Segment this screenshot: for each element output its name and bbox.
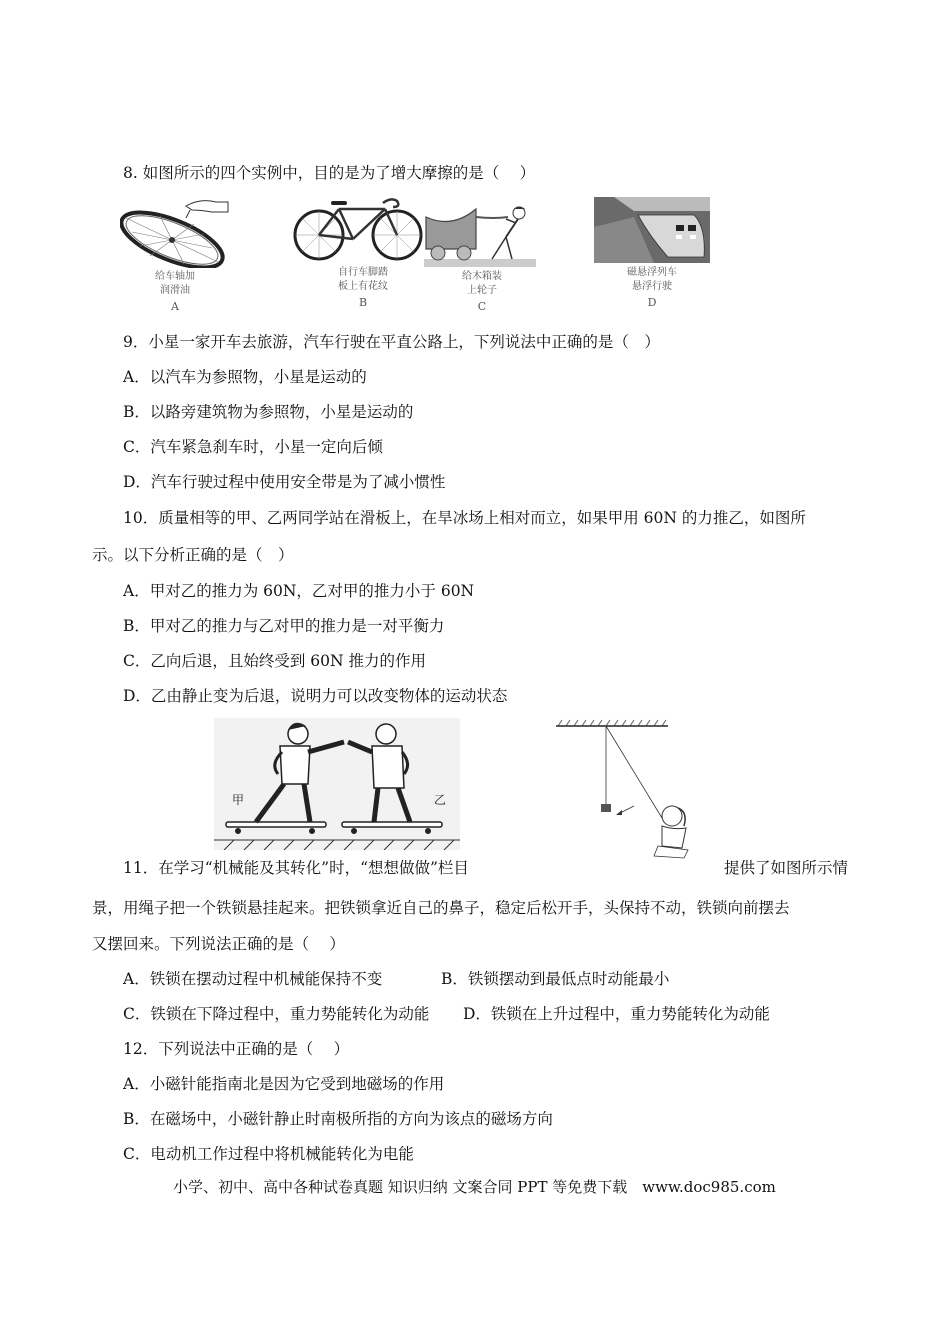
label-jia: 甲 [232, 793, 245, 807]
q11-option-d: D．铁锁在上升过程中，重力势能转化为动能 [463, 1005, 770, 1023]
caption-line2: 上轮子 [467, 285, 497, 296]
q9-stem: 9．小星一家开车去旅游，汽车行驶在平直公路上，下列说法中正确的是（ ） [123, 333, 660, 351]
q11-stem-line3: 又摆回来。下列说法正确的是（ ） [92, 935, 345, 953]
q11-stem-line2: 景，用绳子把一个铁锁悬挂起来。把铁锁拿近自己的鼻子，稳定后松开手，头保持不动，铁锁向前摆去 [92, 899, 790, 917]
q12-option-b: B．在磁场中，小磁针静止时南极所指的方向为该点的磁场方向 [123, 1110, 553, 1128]
q10-stem-line2: 示。以下分析正确的是（ ） [92, 546, 294, 564]
footer-download-link[interactable]: 小学、初中、高中各种试卷真题 知识归纳 文案合同 PPT 等免费下载 www.doc985.com [173, 1178, 776, 1196]
maglev-train-icon [594, 197, 710, 263]
caption-line1: 给木箱装 [462, 271, 502, 282]
figure-letter: A [171, 300, 179, 313]
figure-c-caption [447, 270, 517, 314]
caption-line2: 润滑油 [160, 285, 190, 296]
figure-letter: C [477, 300, 487, 313]
q9-option-c: C．汽车紧急刹车时，小星一定向后倾 [123, 438, 383, 456]
q9-option-d: D．汽车行驶过程中使用安全带是为了减小惯性 [123, 473, 446, 491]
caption-line1: 磁悬浮列车 [627, 267, 677, 278]
q12-stem: 12．下列说法中正确的是（ ） [123, 1040, 350, 1058]
figure-letter: D [647, 296, 657, 309]
caption-line2: 悬浮行驶 [632, 281, 672, 292]
q11-option-b: B．铁锁摆动到最低点时动能最小 [441, 970, 670, 988]
q10-option-b: B．甲对乙的推力与乙对甲的推力是一对平衡力 [123, 617, 445, 635]
figure-a-caption [140, 270, 210, 314]
q9-option-b: B．以路旁建筑物为参照物，小星是运动的 [123, 403, 414, 421]
q11-option-c: C．铁锁在下降过程中，重力势能转化为动能 [123, 1005, 430, 1023]
q12-option-a: A．小磁针能指南北是因为它受到地磁场的作用 [123, 1075, 445, 1093]
box-on-wheels-icon [424, 205, 536, 267]
bicycle-wheel-oil-icon [120, 196, 232, 268]
figure-d-caption [617, 266, 687, 310]
q8-stem: 8. 如图所示的四个实例中，目的是为了增大摩擦的是（ ） [123, 164, 536, 182]
bicycle-icon [293, 195, 423, 261]
caption-line2: 板上有花纹 [338, 281, 388, 292]
caption-line1: 自行车脚踏 [338, 267, 388, 278]
q9-option-a: A．以汽车为参照物，小星是运动的 [123, 368, 367, 386]
q12-option-c: C．电动机工作过程中将机械能转化为电能 [123, 1145, 414, 1163]
figure-b-caption [328, 266, 398, 310]
pendulum-lock-girl-icon [554, 718, 714, 866]
q11-stem-line1-right: 提供了如图所示情 [724, 859, 849, 877]
q10-option-c: C．乙向后退，且始终受到 60N 推力的作用 [123, 652, 427, 670]
figure-letter: B [358, 296, 368, 309]
two-people-on-skateboards-icon [214, 718, 460, 850]
caption-line1: 给车轴加 [155, 271, 195, 282]
q11-option-a: A．铁锁在摆动过程中机械能保持不变 [123, 970, 383, 988]
q10-option-d: D．乙由静止变为后退，说明力可以改变物体的运动状态 [123, 687, 508, 705]
q10-stem-line1: 10．质量相等的甲、乙两同学站在滑板上，在旱冰场上相对而立，如果甲用 60N 的力推乙，如图所 [123, 509, 806, 527]
q10-option-a: A．甲对乙的推力为 60N，乙对甲的推力小于 60N [123, 582, 475, 600]
q11-stem-line1-left: 11．在学习“机械能及其转化”时，“想想做做”栏目 [123, 859, 469, 877]
label-yi: 乙 [434, 793, 447, 807]
